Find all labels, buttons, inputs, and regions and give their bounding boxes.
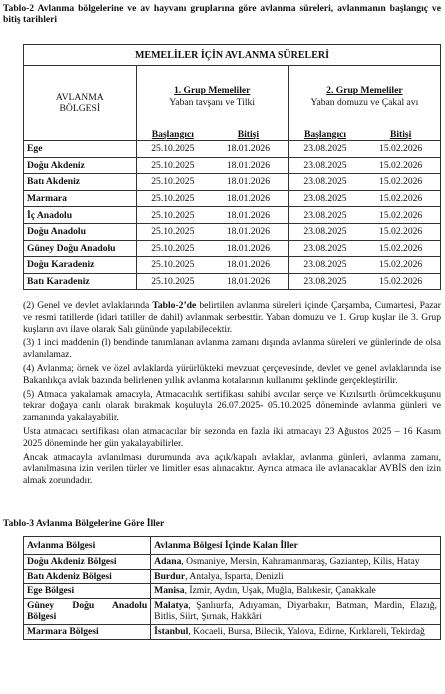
region-cell: Batı Karadeniz (24, 273, 137, 290)
group1-end-header: Bitişi (209, 128, 288, 141)
table-row (24, 240, 441, 257)
group2-start-cell: 23.08.2025 (288, 273, 361, 290)
group1-header (136, 66, 288, 129)
notes-section (23, 300, 441, 489)
region-name-cell: Marmara Bölgesi (24, 624, 151, 639)
group1-end-cell: 18.01.2026 (209, 174, 288, 191)
table-row (24, 584, 441, 599)
other-provinces: , Osmaniye, Mersin, Kahramanmaraş, Gaziantep, Kilis, Hatay (181, 556, 420, 567)
note-2: (2) Genel ve devlet avlaklarında Tablo-2’de belirtilen avlanma süreleri içinde Çarşamba, Cumartesi, Pazar ve resmi tatillerde (idari tatiller de dahil) avlanmak serbesttir. Yaban domuzu ve 1. Grup kuşlar ile 3. Grup kuşların avı ilave olarak Salı gününde yapılabilecektir. (23, 300, 441, 335)
table-row (24, 174, 441, 191)
group1-start-cell: 25.10.2025 (136, 157, 209, 174)
group2-title: 2. Grup Memeliler (326, 85, 403, 96)
provinces-cell (151, 624, 441, 639)
region-name-cell: Güney Doğu Anadolu Bölgesi (24, 598, 151, 624)
region-cell: Güney Doğu Anadolu (24, 240, 137, 257)
group1-end-cell: 18.01.2026 (209, 207, 288, 224)
group2-end-header: Bitişi (361, 128, 440, 141)
group1-start-cell: 25.10.2025 (136, 174, 209, 191)
note-6: Usta atmacacı sertifikası olan atmacacılar bir sezonda en fazla iki atmacayı 23 Ağustos 2025 – 16 Kasım 2025 döneminde her gün yakalayabilirler. (23, 425, 441, 449)
group2-end-cell: 15.02.2026 (361, 174, 440, 191)
note-7: Ancak atmacayla avlanılması durumunda ava açık/kapalı avlaklar, avlanma günleri, avlanma zamanı, avlanılmasına izin verilen türler ve limitler esas alınacaktır. Ayrıca atmaca ile avlanacaklar AVBİS den izin almak zorundadır. (23, 451, 441, 487)
group2-end-cell: 15.02.2026 (361, 223, 440, 240)
table-row (24, 555, 441, 570)
group1-end-cell: 18.01.2026 (209, 257, 288, 274)
group2-end-cell: 15.02.2026 (361, 157, 440, 174)
region-header-line2: BÖLGESİ (59, 103, 101, 114)
group1-start-header: Başlangıcı (136, 128, 209, 141)
group1-start-cell: 25.10.2025 (136, 223, 209, 240)
lead-province: Manisa (154, 585, 185, 597)
group2-start-header: Başlangıcı (288, 128, 361, 141)
group1-end-cell: 18.01.2026 (209, 240, 288, 257)
region-cell: Doğu Anadolu (24, 223, 137, 240)
region-column-header (24, 66, 137, 141)
group1-start-cell: 25.10.2025 (136, 190, 209, 207)
region-provinces-table (23, 536, 441, 640)
table-row (24, 598, 441, 624)
region-name-cell: Ege Bölgesi (24, 584, 151, 599)
group2-start-cell: 23.08.2025 (288, 141, 361, 158)
group1-end-cell: 18.01.2026 (209, 157, 288, 174)
group2-header (288, 66, 440, 129)
region-name-cell: Doğu Akdeniz Bölgesi (24, 555, 151, 570)
group2-start-cell: 23.08.2025 (288, 257, 361, 274)
region-cell: İç Anadolu (24, 207, 137, 224)
region-name-cell: Batı Akdeniz Bölgesi (24, 569, 151, 584)
table-row (24, 157, 441, 174)
group1-start-cell: 25.10.2025 (136, 207, 209, 224)
table2-title: MEMELİLER İÇİN AVLANMA SÜRELERİ (24, 45, 441, 66)
table2-caption: Tablo-2 Avlanma bölgelerine ve av hayvanı gruplarına göre avlanma süreleri, avlanmanın başlangıç ve bitiş tarihleri (3, 3, 441, 25)
group1-end-cell: 18.01.2026 (209, 273, 288, 290)
provinces-cell (151, 584, 441, 599)
group1-title: 1. Grup Memeliler (173, 85, 251, 96)
region-cell: Doğu Akdeniz (24, 157, 137, 174)
table-row (24, 624, 441, 639)
other-provinces: , Antalya, Isparta, Denizli (185, 570, 284, 582)
table-row (24, 257, 441, 274)
other-provinces: , Şanlıurfa, Adıyaman, Diyarbakır, Batman, Mardin, Elazığ, Bitlis, Siirt, Şırnak, Hakkâri (154, 599, 437, 623)
table-row (24, 141, 441, 158)
group2-start-cell: 23.08.2025 (288, 223, 361, 240)
note-5: (5) Atmaca yakalamak amacıyla, Atmacacılık sertifikası sahibi avcılar serçe ve Kızılsırtlı örümcekkuşunu tekrar doğaya canlı olarak bırakmak koşuluyla 26.07.2025- 05.10.2025 döneminde avlanma günleri ve zamanında yakalayabilir. (23, 388, 441, 424)
region-cell: Marmara (24, 190, 137, 207)
region-cell: Ege (24, 141, 137, 158)
other-provinces: , Kocaeli, Bursa, Bilecik, Yalova, Edirne, Kırklareli, Tekirdağ (188, 625, 425, 637)
lead-province: Adana (154, 556, 182, 567)
note-3: (3) 1 inci maddenin (l) bendinde tanımlanan avlanma zamanı dışında avlanma süreleri ve günlerinde de olsa avlanılamaz. (23, 337, 441, 361)
table3-caption: Tablo-3 Avlanma Bölgelerine Göre İller (3, 518, 165, 529)
group1-end-cell: 18.01.2026 (209, 190, 288, 207)
group2-start-cell: 23.08.2025 (288, 174, 361, 191)
table3-provinces-header: Avlanma Bölgesi İçinde Kalan İller (151, 537, 441, 555)
group1-start-cell: 25.10.2025 (136, 273, 209, 290)
group2-start-cell: 23.08.2025 (288, 157, 361, 174)
group1-start-cell: 25.10.2025 (136, 257, 209, 274)
group2-end-cell: 15.02.2026 (361, 207, 440, 224)
region-cell: Doğu Karadeniz (24, 257, 137, 274)
lead-province: Malatya (154, 599, 189, 611)
table-row (24, 207, 441, 224)
provinces-cell (151, 569, 441, 584)
group2-end-cell: 15.02.2026 (361, 190, 440, 207)
lead-province: İstanbul (154, 625, 189, 637)
other-provinces: , İzmir, Aydın, Uşak, Muğla, Balıkesir, Çanakkale (184, 585, 376, 597)
group1-start-cell: 25.10.2025 (136, 141, 209, 158)
group2-desc: Yaban domuzu ve Çakal avı (310, 97, 419, 108)
lead-province: Burdur (154, 570, 186, 582)
provinces-cell (151, 598, 441, 624)
group2-end-cell: 15.02.2026 (361, 257, 440, 274)
region-cell: Batı Akdeniz (24, 174, 137, 191)
group2-end-cell: 15.02.2026 (361, 240, 440, 257)
group2-end-cell: 15.02.2026 (361, 273, 440, 290)
group1-end-cell: 18.01.2026 (209, 223, 288, 240)
group2-start-cell: 23.08.2025 (288, 207, 361, 224)
group2-end-cell: 15.02.2026 (361, 141, 440, 158)
provinces-cell (151, 555, 441, 570)
table-row (24, 223, 441, 240)
table-row (24, 273, 441, 290)
table-row (24, 569, 441, 584)
table-row (24, 190, 441, 207)
group1-end-cell: 18.01.2026 (209, 141, 288, 158)
hunting-periods-table (23, 44, 441, 290)
group2-start-cell: 23.08.2025 (288, 190, 361, 207)
group1-desc: Yaban tavşanı ve Tilki (169, 97, 255, 108)
note-4: (4) Avlanma; örnek ve özel avlaklarda yürürlükteki mevzuat çerçevesinde, devlet ve genel avlaklarında ise Bakanlıkça avlak bazında belirlenen yıllık avlanma kotalarının kullanımı şeklinde gerçekleştirilir. (23, 362, 441, 386)
table3-region-header: Avlanma Bölgesi (24, 537, 151, 555)
region-header-line1: AVLANMA (55, 92, 104, 103)
group1-start-cell: 25.10.2025 (136, 240, 209, 257)
group2-start-cell: 23.08.2025 (288, 240, 361, 257)
